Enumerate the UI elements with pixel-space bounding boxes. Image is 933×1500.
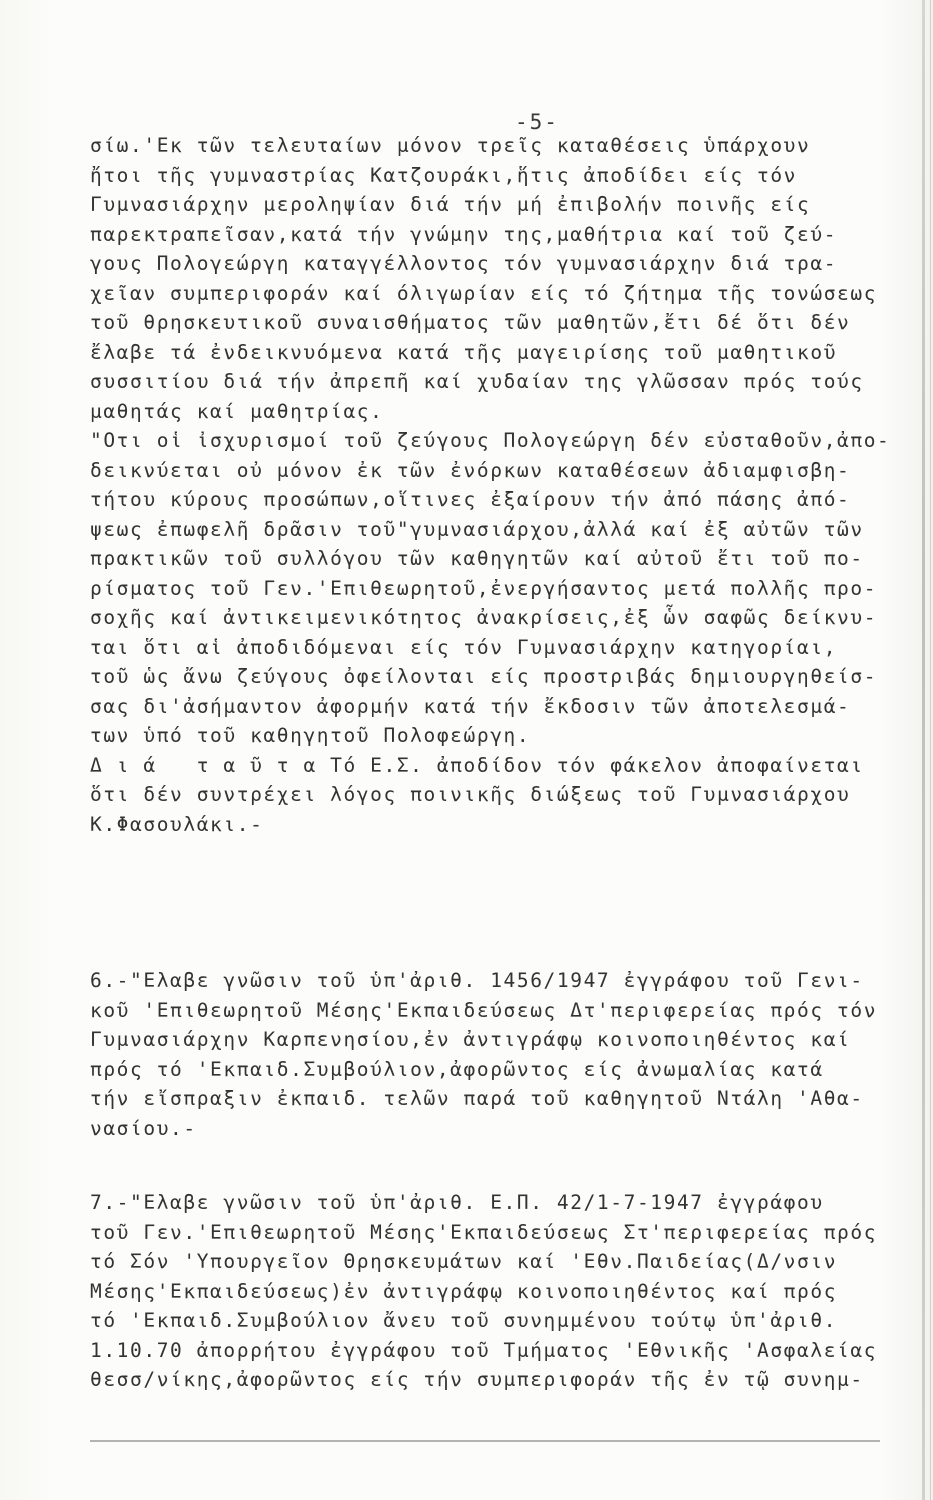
text-line: σίω.'Εκ τῶν τελευταίων μόνον τρεῖς καταθέσεις ὑπάρχουν <box>90 134 811 157</box>
footer-rule <box>90 1440 880 1442</box>
text-line: ρίσματος τοῦ Γεν.'Επιθεωρητοῦ,ἐνεργήσαντος μετά πολλῆς προ- <box>90 576 878 600</box>
text-line: 6.-"Ελαβε γνῶσιν τοῦ ὑπ'ἀριθ. 1456/1947 ἐγγράφου τοῦ Γενι- <box>90 969 864 992</box>
page-number: -5- <box>515 110 559 134</box>
text-line: Γυμνασιάρχην μεροληψίαν διά τήν μή ἐπιβολήν ποινῆς είς <box>90 193 811 216</box>
text-line: Μέσης'Εκπαιδεύσεως)ἐν ἀντιγράφῳ κοινοποιηθέντος καί πρός <box>90 1279 838 1303</box>
text-line: Γυμνασιάρχην Καρπενησίου,ἐν ἀντιγράφῳ κοινοποιηθέντος καί <box>90 1028 851 1051</box>
text-line: τοῦ ὡς ἄνω ζεύγους ὀφείλονται είς προστριβάς δημιουργηθείσ- <box>90 665 878 688</box>
page-edge-line <box>930 0 931 1500</box>
text-line: ἤτοι τῆς γυμναστρίας Κατζουράκι,ἥτις ἀποδίδει είς τόν <box>90 163 798 187</box>
text-line: Κ.Φασουλάκι.- <box>90 812 264 836</box>
paragraph-block-item-7 <box>90 1188 890 1395</box>
text-line: ὅτι δέν συντρέχει λόγος ποινικῆς διώξεως τοῦ Γυμνασιάρχου <box>90 783 851 806</box>
text-line: γους Πολογεώργη καταγγέλλοντος τόν γυμνασιάρχην διά τρα- <box>90 252 838 275</box>
text-line: κοῦ 'Επιθεωρητοῦ Μέσης'Εκπαιδεύσεως Δτ'περιφερείας πρός τόν <box>90 998 878 1022</box>
text-line: τήτου κύρους προσώπων,οἵτινες ἐξαίρουν τήν ἀπό πάσης ἀπό- <box>90 488 851 511</box>
text-line: 7.-"Ελαβε γνῶσιν τοῦ ὑπ'ἀριθ. Ε.Π. 42/1-7-1947 ἐγγράφου <box>90 1191 824 1214</box>
text-line: τό 'Εκπαιδ.Συμβούλιον ἄνευ τοῦ συνημμένου τούτῳ ὑπ'ἀριθ. <box>90 1309 838 1332</box>
text-line: χεῖαν συμπεριφοράν καί όλιγωρίαν είς τό ζήτημα τῆς τονώσεως <box>90 281 878 305</box>
text-line: τήν εἴσπραξιν ἐκπαιδ. τελῶν παρά τοῦ καθηγητοῦ Ντάλη 'Αθα- <box>90 1087 864 1110</box>
paragraph-block-item-6 <box>90 966 890 1143</box>
text-line: δεικνύεται οὐ μόνον ἐκ τῶν ἐνόρκων καταθέσεων ἀδιαμφισβη- <box>90 458 851 482</box>
text-line: τοῦ Γεν.'Επιθεωρητοῦ Μέσης'Εκπαιδεύσεως Στ'περιφερείας πρός <box>90 1220 878 1244</box>
paragraph-block-continuation <box>90 131 890 839</box>
text-line: Δ ι ά τ α ῦ τ α Τό Ε.Σ. ἀποδίδον τόν φάκελον ἀποφαίνεται <box>90 753 864 777</box>
text-line: παρεκτραπεῖσαν,κατά τήν γνώμην της,μαθήτρια καί τοῦ ζεύ- <box>90 222 838 246</box>
text-line: 1.10.70 ἀπορρήτου ἐγγράφου τοῦ Τμήματος 'Εθνικῆς 'Ασφαλείας <box>90 1338 878 1362</box>
text-line: μαθητάς καί μαθητρίας. <box>90 399 384 423</box>
text-line: συσσιτίου διά τήν ἀπρεπῆ καί χυδαίαν της γλῶσσαν πρός τούς <box>90 370 864 393</box>
text-line: ψεως ἐπωφελῆ δρᾶσιν τοῦ"γυμνασιάρχου,ἀλλά καί ἐξ αὐτῶν τῶν <box>90 517 864 541</box>
text-line: νασίου.- <box>90 1116 197 1140</box>
text-line: σας δι'ἀσήμαντον ἀφορμήν κατά τήν ἔκδοσιν τῶν ἀποτελεσμά- <box>90 694 851 718</box>
text-line: "Οτι οἱ ἰσχυρισμοί τοῦ ζεύγους Πολογεώργη δέν εὐσταθοῦν,ἀπο- <box>90 429 891 452</box>
text-line: πρακτικῶν τοῦ συλλόγου τῶν καθηγητῶν καί αὐτοῦ ἔτι τοῦ πο- <box>90 547 864 570</box>
text-line: ται ὅτι αἱ ἀποδιδόμεναι είς τόν Γυμνασιάρχην κατηγορίαι, <box>90 635 838 659</box>
text-line: πρός τό 'Εκπαιδ.Συμβούλιον,ἀφορῶντος είς ἀνωμαλίας κατά <box>90 1057 824 1081</box>
text-line: τό Σόν 'Υπουργεῖον Θρησκευμάτων καί 'Εθν.Παιδείας(Δ/νσιν <box>90 1250 838 1273</box>
text-line: θεσσ/νίκης,ἀφορῶντος είς τήν συμπεριφοράν τῆς ἐν τῷ συνημ- <box>90 1368 864 1391</box>
page-edge-shadow <box>922 0 925 1500</box>
text-line: ἔλαβε τά ἐνδεικνυόμενα κατά τῆς μαγειρίσης τοῦ μαθητικοῦ <box>90 340 838 364</box>
text-line: των ὑπό τοῦ καθηγητοῦ Πολοφεώργη. <box>90 724 531 747</box>
text-line: τοῦ θρησκευτικοῦ συναισθήματος τῶν μαθητῶν,ἔτι δέ ὅτι δέν <box>90 311 851 334</box>
text-line: σοχῆς καί ἀντικειμενικότητος ἀνακρίσεις,ἐξ ὧν σαφῶς δείκνυ- <box>90 606 878 629</box>
